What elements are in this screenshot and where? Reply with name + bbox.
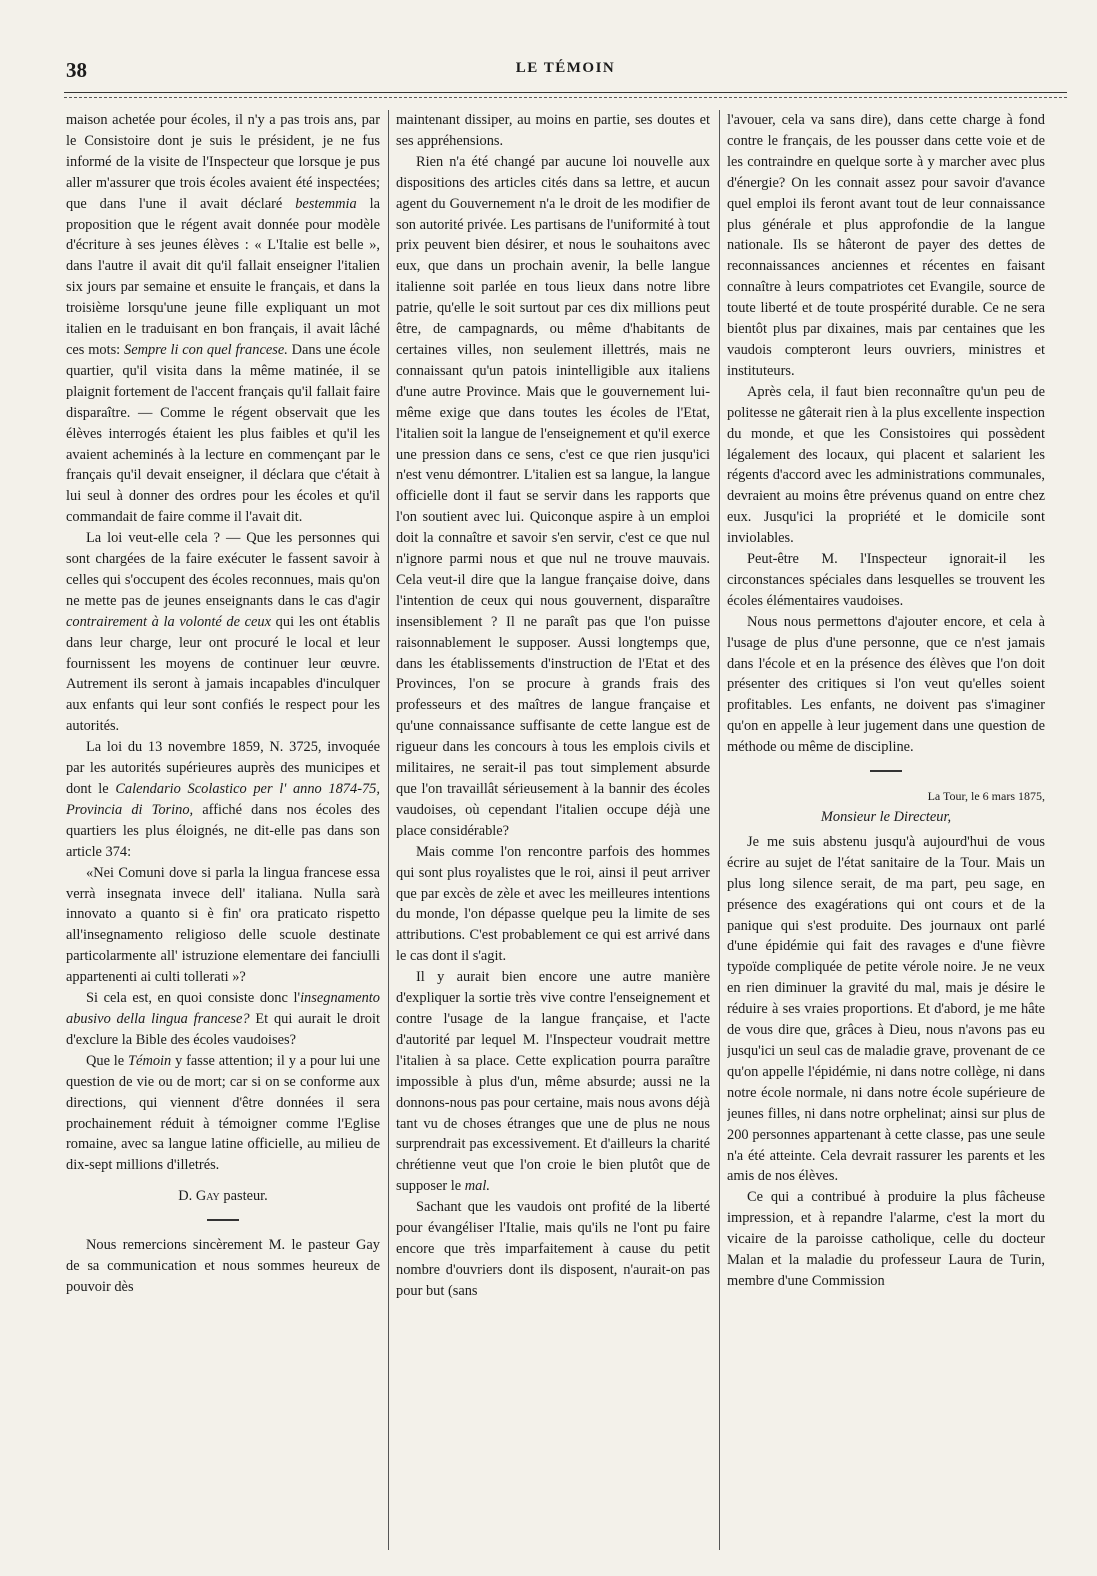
paragraph: Ce qui a contribué à produire la plus fâcheuse impression, et à repandre l'alarme, c'est la mort du vicaire de la paroisse catholique, celle du docteur Malan et la maladie du professeur Laura de Turin, membre d'une Commission xyxy=(727,1189,1045,1289)
paragraph: maison achetée pour écoles, il n'y a pas trois ans, par le Consistoire dont je suis le président, je ne fus informé de la visite de l'Inspecteur que lorsque je pus aller m'assurer que trois écoles avaient été inspectées; que dans l'une il avait déclaré bestemmia la proposition que le régent avait donnée pour modèle d'écriture à ses jeunes élèves : « L'Italie est belle », dans l'autre il avait dit qu'il fallait enseigner l'italien six jours par semaine et ensuite le français, et dans la troisième lorsqu'une jeune fille expliquant un mot italien en le traduisant en bon français, il avait lâché ces mots: Sempre li con quel francese. Dans une école quartier, qu'il visita dans la même matinée, il se plaignit fortement de l'accent français qu'il fallait faire disparaître. — Comme le régent observait que les élèves interrogés étaient les plus faibles et qu'il les avaient acheminés à la lecture en commençant par le français qu'il devait enseigner, il déclara que c'était à lui seul à donner des ordres pour les écoles et qu'il commandait de faire comme il l'avait dit. xyxy=(66,112,380,526)
paragraph: Il y aurait bien encore une autre manière d'expliquer la sortie très vive contre l'enseignement et contre l'usage de la langue française, et l'acte d'autorité par lequel M. l'Inspecteur voudrait mettre l'italien à sa place. Cette explication pourra paraître impossible à plus d'un, même absurde; aussi ne la donnons-nous pas pour certaine, mais nous avons déjà tant vu de choses étranges que une de plus ne nous surprendrait pas excessivement. Et d'ailleurs la charité chrétienne veut que l'on croie le bien plutôt que de supposer le mal. xyxy=(396,969,710,1195)
paragraph: l'avouer, cela va sans dire), dans cette charge à fond contre le français, de les pousser dans cette voie et de les contraindre en quelque sorte à y marcher avec plus d'énergie? On les connait assez pour savoir d'avance quel emploi ils feront avant tout de leur connaissance plus générale et plus approfondie de la langue nationale. Ils se hâteront de payer des dettes de reconnaissances anciennes et récentes en faisant connaître à leurs compatriotes cet Evangile, source de toute liberté et de toute prospérité durable. Ce ne sera bientôt plus par dixaines, mais par centaines que les vaudois compteront leurs ouvriers, ministres et instituteurs. xyxy=(727,112,1045,379)
paragraph: Que le Témoin y fasse attention; il y a pour lui une question de vie ou de mort; car si on se conforme aux directions, qui viennent d'être données il sera prochainement réduit à témoigner comme l'Eglise romaine, avec sa langue latine officielle, au milieu de dix-sept millions d'illetrés. xyxy=(66,1052,380,1174)
column-divider xyxy=(388,110,389,1550)
column-3 xyxy=(727,110,1045,1560)
paragraph: Rien n'a été changé par aucune loi nouvelle aux dispositions des articles cités dans sa lettre, et aucun agent du Gouvernement n'a le droit de les modifier de son autorité privée. Les partisans de l'uniformité à tout prix peuvent bien désirer, et nous le souhaitons avec eux, que dans un prochain avenir, la belle langue italienne soit parlée en tous lieux dans notre libre patrie, qu'elle le soit surtout par ces dix millions peut être, de campagnards, ou même d'habitants de certaines villes, non seulement illettrés, mais ne connaissant qu'un patois inintelligible aux italiens d'une autre Province. Mais que le gouvernement lui-même exige que dans toutes les écoles de l'Etat, l'italien soit la langue de l'enseignement et qu'il exerce une pression dans ce sens, c'est ce que rien jusqu'ici n'est venu démontrer. L'italien est sa langue, la langue officielle dont il faut se servir dans les rapports que l'on soutient avec lui. Quiconque aspire à un emploi doit la connaître et savoir s'en servir, c'est ce que nul n'ignore parmi nous et que nul ne trouve mauvais. Cela veut-il dire que la langue française doive, dans l'intention de ceux qui nous gouvernent, disparaître insensiblement ? Il ne paraît pas que l'on puisse raisonnablement le supposer. Aussi longtemps que, dans les établissements d'instruction de l'Etat et des Provinces, l'on se procure à grands frais des professeurs et des maîtres de langue française et qu'une connaissance suffisante de cette langue est de rigueur dans les concours à tous les emplois civils et militaires, ne serait-il pas tout simplement absurde que l'on travaillât sérieusement à la bannir des écoles vaudoises, où cependant l'italien occupe déjà une place considérable? xyxy=(396,153,710,839)
paragraph: Sachant que les vaudois ont profité de la liberté pour évangéliser l'Italie, mais qu'ils ne l'ont pu faire encore que très imparfaitement à cause du petit nombre d'ouvriers dont ils disposent, n'aurait-on pas pour but (sans xyxy=(396,1199,710,1299)
paragraph: maintenant dissiper, au moins en partie, ses doutes et ses appréhensions. xyxy=(396,112,710,149)
header-rule xyxy=(64,92,1067,98)
italian-quote: «Nei Comuni dove si parla la lingua francese essa verrà insegnata invece dell' italiana. Nulla sarà innovato a quanto si è fin' ora praticato rispetto all'insegnamento religioso delle scuole destinate particolarmente all' istruzione elementare dei fanciulli appartenenti ai culti tollerati »? xyxy=(66,864,380,986)
signature: D. Gay pasteur. xyxy=(178,1188,268,1205)
page-header xyxy=(62,58,1069,84)
separator xyxy=(207,1219,239,1221)
column-1 xyxy=(66,110,380,1560)
paragraph: Nous remercions sincèrement M. le pasteur Gay de sa communication et nous sommes heureux de pouvoir dès xyxy=(66,1237,380,1295)
column-2 xyxy=(396,110,710,1560)
journal-title: LE TÉMOIN xyxy=(515,60,616,76)
paragraph: Nous nous permettons d'ajouter encore, et cela à l'usage de plus d'une personne, que ce n'est jamais dans l'école et en la présence des élèves que l'on doit présenter des critiques si l'on veut qu'elles soient profitables. Les enfants, ne doivent pas s'imaginer qu'on en appelle à leur jugement dans une question de méthode ou même de discipline. xyxy=(727,613,1045,756)
page-number: 38 xyxy=(66,58,87,82)
column-divider xyxy=(719,110,720,1550)
paragraph: La loi du 13 novembre 1859, N. 3725, invoquée par les autorités supérieures auprès des municipes et dont le Calendario Scolastico per l' anno 1874-75, Provincia di Torino, affiché dans nos écoles des quartiers les plus éloignés, ne dit-elle pas dans son article 374: xyxy=(66,739,380,860)
paragraph: Après cela, il faut bien reconnaître qu'un peu de politesse ne gâterait rien à la plus excellente inspection du monde, et que les Consistoires qui possèdent légalement des locaux, qui placent et salarient les régents d'accord avec les administrations communales, devraient au moins être prévenus quand on entre chez eux. Jusqu'ici la propriété et le domicile sont inviolables. xyxy=(727,383,1045,547)
paragraph: Je me suis abstenu jusqu'à aujourd'hui de vous écrire au sujet de l'état sanitaire de la Tour. Mais un plus long silence serait, de ma part, peu sage, en présence des exagérations qui ont cours et de la panique qui s'est produite. Des journaux ont parlé d'une épidémie qui fait des ravages e d'une fièvre typoïde compliquée de petite vérole noire. Je ne veux en rien diminuer la gravité du mal, mais je désire le réduire à ses vraies proportions. Et d'abord, je me hâte de vous dire que, grâces à Dieu, nous n'avons pas eu jusqu'ici un seul cas de maladie grave, provenant de ce qu'on appelle l'épidémie, ni dans notre collège, ni dans notre école normale, ni dans notre école supérieure de jeunes filles, ni dans notre orphelinat; ainsi sur plus de 200 personnes appartenant à cette classe, pas une seule n'a été atteinte. Cela devrait rassurer les parents et les amis de nos élèves. xyxy=(727,833,1045,1185)
paragraph: Peut-être M. l'Inspecteur ignorait-il les circonstances spéciales dans lesquelles se trouvent les écoles élémentaires vaudoises. xyxy=(727,551,1045,609)
letter-salutation: Monsieur le Directeur, xyxy=(820,809,952,825)
paragraph: Si cela est, en quoi consiste donc l'insegnamento abusivo della lingua francese? Et qui aurait le droit d'exclure la Bible des écoles vaudoises? xyxy=(66,990,380,1048)
paragraph: La loi veut-elle cela ? — Que les personnes qui sont chargées de la faire exécuter le fassent savoir à celles qui s'occupent des écoles reconnues, mais qu'on ne mette pas de jeunes enseignants dans le cas d'agir contrairement à la volonté de ceux qui les ont établis dans leur charge, leur ont procuré le local et leur fournissent les moyens de continuer leur œuvre. Autrement ils seront à jamais incapables d'inculquer aux enfants qui leur sont confiés le respect pour les autorités. xyxy=(66,530,380,735)
letter-place-date: La Tour, le 6 mars 1875, xyxy=(927,789,1045,804)
separator xyxy=(870,770,902,772)
paragraph: Mais comme l'on rencontre parfois des hommes qui sont plus royalistes que le roi, ainsi il peut arriver que par excès de zèle et avec les meilleures intentions du monde, l'on dépasse quelque peu la limite de ses attributions. C'est probablement ce qui est arrivé dans le cas dont il s'agit. xyxy=(396,843,710,965)
